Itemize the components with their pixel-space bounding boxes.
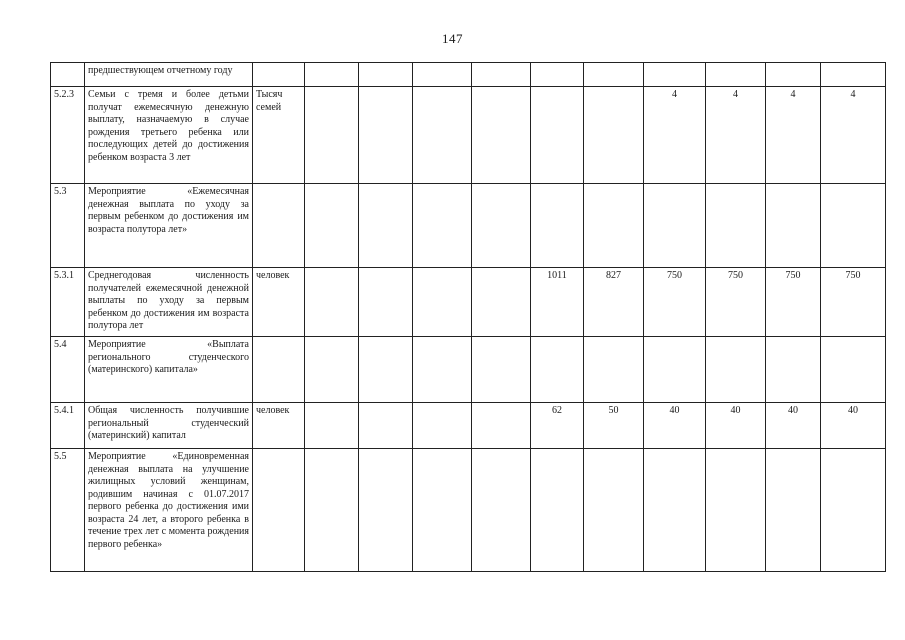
- value-cell: [821, 63, 886, 87]
- value-cell: [305, 184, 359, 268]
- value-cell: 4: [706, 87, 766, 184]
- value-cell: 50: [584, 403, 644, 449]
- value-cell: [413, 449, 472, 572]
- row-number-cell: 5.2.3: [51, 87, 85, 184]
- row-unit-cell: человек: [253, 403, 305, 449]
- value-cell: 4: [821, 87, 886, 184]
- value-cell: [472, 403, 531, 449]
- value-cell: 750: [644, 268, 706, 337]
- table-row: [51, 337, 886, 403]
- row-number-cell: [51, 63, 85, 87]
- value-cell: [359, 268, 413, 337]
- row-name-cell: Среднегодовая численность получателей ежемесячной денежной выплаты по уходу за первым ребенком до достижения им возраста полутора лет: [85, 268, 253, 337]
- value-cell: [305, 449, 359, 572]
- table-row: [51, 403, 886, 449]
- value-cell: [531, 449, 584, 572]
- row-number-cell: 5.4: [51, 337, 85, 403]
- indicators-table: [50, 62, 886, 572]
- row-number-cell: 5.5: [51, 449, 85, 572]
- value-cell: [305, 268, 359, 337]
- value-cell: [644, 449, 706, 572]
- value-cell: [531, 184, 584, 268]
- row-name-cell: Мероприятие «Выплата регионального студенческого (материнского) капитала»: [85, 337, 253, 403]
- value-cell: [413, 268, 472, 337]
- value-cell: [359, 403, 413, 449]
- value-cell: [706, 184, 766, 268]
- value-cell: [305, 63, 359, 87]
- value-cell: [413, 337, 472, 403]
- value-cell: [413, 184, 472, 268]
- value-cell: [821, 449, 886, 572]
- row-name-cell: предшествующем отчетному году: [85, 63, 253, 87]
- table-row: [51, 268, 886, 337]
- value-cell: [584, 449, 644, 572]
- value-cell: [584, 63, 644, 87]
- row-unit-cell: [253, 63, 305, 87]
- value-cell: [359, 87, 413, 184]
- value-cell: [472, 337, 531, 403]
- value-cell: 750: [706, 268, 766, 337]
- value-cell: [531, 87, 584, 184]
- value-cell: [766, 337, 821, 403]
- row-number-cell: 5.3.1: [51, 268, 85, 337]
- value-cell: [472, 449, 531, 572]
- value-cell: [359, 337, 413, 403]
- value-cell: 40: [644, 403, 706, 449]
- value-cell: [359, 184, 413, 268]
- value-cell: 750: [766, 268, 821, 337]
- value-cell: 40: [766, 403, 821, 449]
- value-cell: 4: [644, 87, 706, 184]
- value-cell: [305, 337, 359, 403]
- value-cell: [531, 63, 584, 87]
- value-cell: 62: [531, 403, 584, 449]
- row-unit-cell: [253, 337, 305, 403]
- value-cell: [472, 63, 531, 87]
- value-cell: [472, 87, 531, 184]
- table-row: [51, 87, 886, 184]
- value-cell: [584, 87, 644, 184]
- value-cell: [413, 403, 472, 449]
- table-row: [51, 449, 886, 572]
- table-row: [51, 63, 886, 87]
- row-name-cell: Мероприятие «Ежемесячная денежная выплата по уходу за первым ребенком до достижения им возраста полутора лет»: [85, 184, 253, 268]
- value-cell: 827: [584, 268, 644, 337]
- row-name-cell: Мероприятие «Единовременная денежная выплата на улучшение жилищных условий женщинам, родившим начиная с 01.07.2017 первого ребенка до достижения ими возраста 24 лет, а второго ребенка в течение трех лет с момента рождения первого ребенка»: [85, 449, 253, 572]
- row-unit-cell: Тысяч семей: [253, 87, 305, 184]
- row-number-cell: 5.3: [51, 184, 85, 268]
- value-cell: [472, 268, 531, 337]
- value-cell: [644, 337, 706, 403]
- row-name-cell: Семьи с тремя и более детьми получат ежемесячную денежную выплату, назначаемую в случае рождения третьего ребенка или последующих детей до достижения ребенком возраста 3 лет: [85, 87, 253, 184]
- row-unit-cell: [253, 184, 305, 268]
- value-cell: [766, 63, 821, 87]
- value-cell: [706, 63, 766, 87]
- table-row: [51, 184, 886, 268]
- value-cell: [821, 337, 886, 403]
- value-cell: [821, 184, 886, 268]
- value-cell: [472, 184, 531, 268]
- value-cell: [706, 337, 766, 403]
- value-cell: [766, 184, 821, 268]
- value-cell: 750: [821, 268, 886, 337]
- value-cell: 40: [706, 403, 766, 449]
- value-cell: [413, 87, 472, 184]
- row-name-cell: Общая численность получившие региональный студенческий (материнский) капитал: [85, 403, 253, 449]
- value-cell: [766, 449, 821, 572]
- value-cell: [359, 63, 413, 87]
- row-unit-cell: человек: [253, 268, 305, 337]
- value-cell: [706, 449, 766, 572]
- value-cell: 40: [821, 403, 886, 449]
- value-cell: [584, 337, 644, 403]
- value-cell: [644, 184, 706, 268]
- value-cell: [413, 63, 472, 87]
- value-cell: [305, 403, 359, 449]
- page-number: 147: [442, 31, 463, 46]
- row-unit-cell: [253, 449, 305, 572]
- value-cell: [531, 337, 584, 403]
- row-number-cell: 5.4.1: [51, 403, 85, 449]
- value-cell: [644, 63, 706, 87]
- value-cell: 1011: [531, 268, 584, 337]
- value-cell: [584, 184, 644, 268]
- value-cell: 4: [766, 87, 821, 184]
- value-cell: [305, 87, 359, 184]
- value-cell: [359, 449, 413, 572]
